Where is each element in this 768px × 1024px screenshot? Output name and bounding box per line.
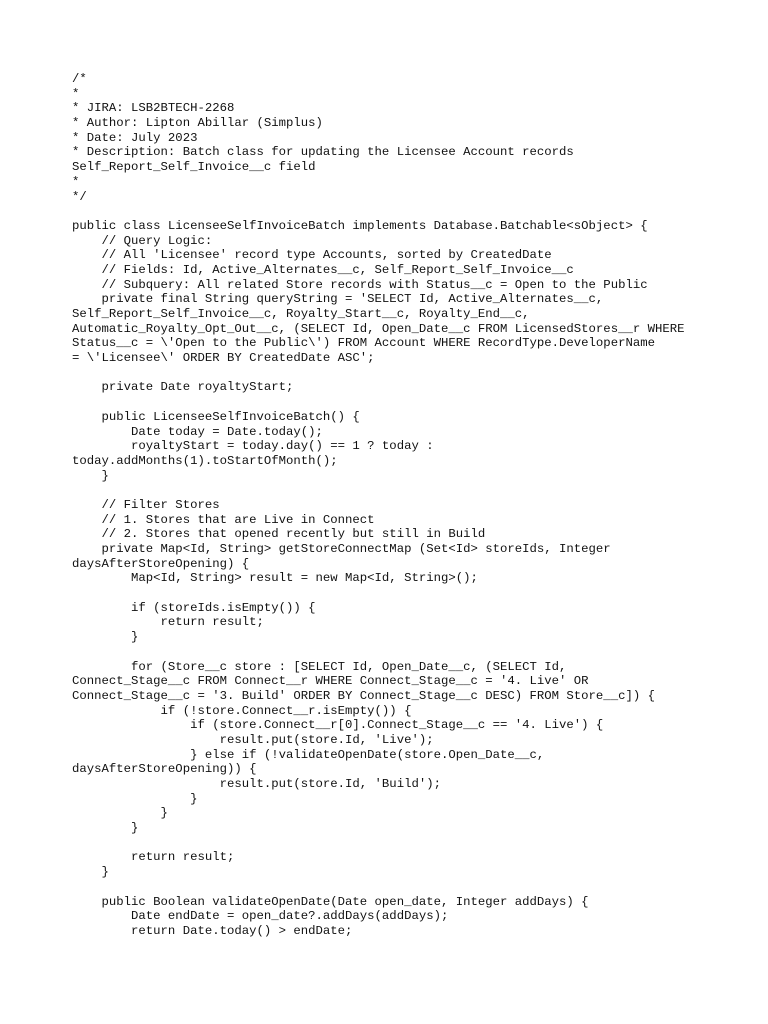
code-line: * Author: Lipton Abillar (Simplus): [72, 116, 323, 131]
code-line: * Date: July 2023: [72, 130, 198, 145]
code-line: Self_Report_Self_Invoice__c field: [72, 160, 316, 175]
code-line: public class LicenseeSelfInvoiceBatch implements Database.Batchable<sObject> {: [72, 218, 648, 233]
code-line: /*: [72, 72, 87, 86]
code-line: [72, 836, 752, 851]
code-line: } else if (!validateOpenDate(store.Open_Date__c,: [72, 747, 545, 762]
code-line: // All 'Licensee' record type Accounts, sorted by CreatedDate: [72, 248, 552, 263]
code-line: Date endDate = open_date?.addDays(addDays);: [72, 909, 449, 924]
code-line: // Query Logic:: [72, 233, 213, 248]
code-line: *: [72, 174, 80, 189]
code-line: [72, 586, 752, 601]
code-block: [72, 72, 752, 939]
code-line: private Date royaltyStart;: [72, 380, 294, 395]
code-line: }: [72, 791, 198, 806]
code-line: [72, 395, 752, 410]
code-line: daysAfterStoreOpening)) {: [72, 762, 257, 777]
code-line: * JIRA: LSB2BTECH-2268: [72, 101, 235, 116]
code-line: if (storeIds.isEmpty()) {: [72, 600, 316, 615]
code-line: private final String queryString = 'SELECT Id, Active_Alternates__c,: [72, 292, 604, 307]
code-line: Status__c = \'Open to the Public\') FROM Account WHERE RecordType.DeveloperName: [72, 336, 655, 351]
code-line: Self_Report_Self_Invoice__c, Royalty_Start__c, Royalty_End__c,: [72, 307, 530, 321]
code-line: *: [72, 86, 80, 101]
code-line: // Subquery: All related Store records with Status__c = Open to the Public: [72, 277, 648, 292]
code-line: */: [72, 189, 87, 204]
code-line: Connect_Stage__c = '3. Build' ORDER BY Connect_Stage__c DESC) FROM Store__c]) {: [72, 688, 655, 703]
code-line: // Fields: Id, Active_Alternates__c, Self_Report_Self_Invoice__c: [72, 262, 574, 277]
code-line: if (!store.Connect__r.isEmpty()) {: [72, 703, 412, 718]
code-line: private Map<Id, String> getStoreConnectMap (Set<Id> storeIds, Integer: [72, 542, 611, 556]
code-line: return result;: [72, 615, 264, 630]
code-line: daysAfterStoreOpening) {: [72, 556, 250, 571]
code-line: today.addMonths(1).toStartOfMonth();: [72, 453, 338, 468]
code-line: [72, 880, 752, 895]
code-line: }: [72, 821, 139, 836]
code-line: }: [72, 468, 109, 483]
code-line: public Boolean validateOpenDate(Date open_date, Integer addDays) {: [72, 894, 589, 909]
code-line: }: [72, 806, 168, 821]
code-line: }: [72, 630, 139, 645]
code-line: [72, 204, 752, 219]
code-line: // 1. Stores that are Live in Connect: [72, 512, 375, 527]
code-line: // Filter Stores: [72, 497, 220, 512]
code-line: Connect_Stage__c FROM Connect__r WHERE Connect_Stage__c = '4. Live' OR: [72, 674, 589, 689]
code-line: [72, 366, 752, 381]
code-line: [72, 645, 752, 660]
code-line: for (Store__c store : [SELECT Id, Open_Date__c, (SELECT Id,: [72, 659, 567, 674]
code-line: return result;: [72, 850, 235, 865]
code-line: result.put(store.Id, 'Build');: [72, 777, 441, 791]
code-line: Date today = Date.today();: [72, 424, 323, 439]
code-line: Map<Id, String> result = new Map<Id, String>();: [72, 571, 478, 586]
code-line: // 2. Stores that opened recently but still in Build: [72, 527, 486, 542]
code-line: royaltyStart = today.day() == 1 ? today :: [72, 439, 434, 454]
code-line: * Description: Batch class for updating the Licensee Account records: [72, 145, 574, 160]
code-line: if (store.Connect__r[0].Connect_Stage__c == '4. Live') {: [72, 718, 604, 733]
code-line: public LicenseeSelfInvoiceBatch() {: [72, 409, 360, 424]
code-line: }: [72, 865, 109, 880]
code-line: [72, 483, 752, 498]
code-line: result.put(store.Id, 'Live');: [72, 732, 434, 747]
code-line: return Date.today() > endDate;: [72, 923, 353, 938]
code-line: Automatic_Royalty_Opt_Out__c, (SELECT Id, Open_Date__c FROM LicensedStores__r WHERE: [72, 321, 685, 336]
code-line: = \'Licensee\' ORDER BY CreatedDate ASC';: [72, 351, 375, 366]
